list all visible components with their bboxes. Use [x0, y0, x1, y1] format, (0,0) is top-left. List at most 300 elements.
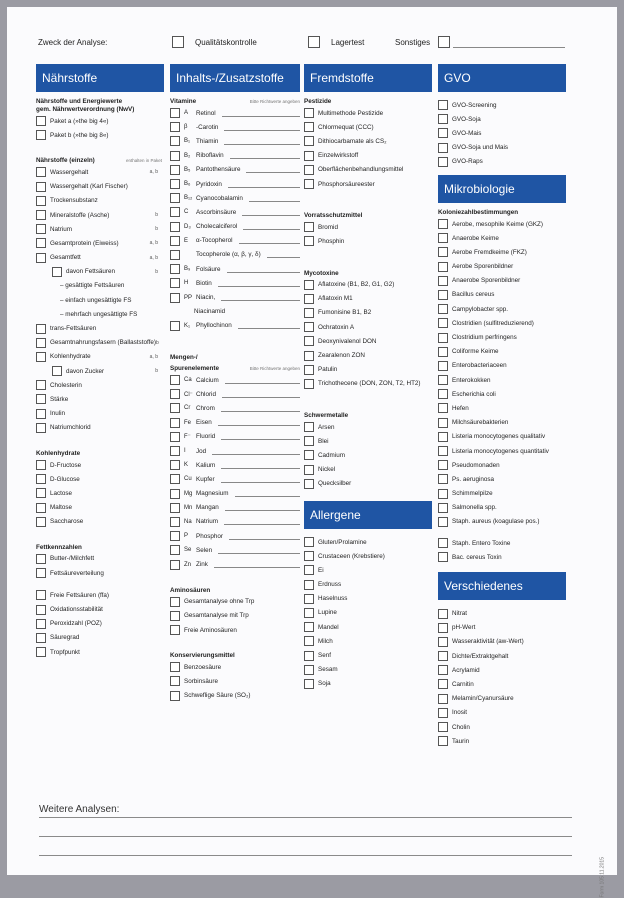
checkbox-item[interactable] [438, 458, 566, 472]
checkbox[interactable] [36, 380, 46, 390]
checkbox[interactable] [36, 605, 46, 615]
checkbox-item[interactable] [36, 194, 164, 208]
checkbox[interactable] [438, 736, 448, 746]
checkbox[interactable] [438, 665, 448, 675]
value-line[interactable] [227, 272, 301, 273]
checkbox-item[interactable] [304, 448, 432, 462]
checkbox-item[interactable] [438, 515, 566, 529]
checkbox[interactable] [438, 403, 448, 413]
checkbox[interactable] [36, 517, 46, 527]
checkbox-item[interactable] [438, 302, 566, 316]
checkbox-item[interactable] [304, 434, 432, 448]
checkbox[interactable] [170, 662, 180, 672]
checkbox-item[interactable] [170, 674, 300, 688]
checkbox[interactable] [36, 182, 46, 192]
checkbox[interactable] [36, 590, 46, 600]
checkbox[interactable] [36, 352, 46, 362]
value-line[interactable] [267, 257, 300, 258]
checkbox[interactable] [438, 623, 448, 633]
checkbox-item[interactable] [438, 260, 566, 274]
checkbox[interactable] [304, 665, 314, 675]
value-line[interactable] [246, 172, 300, 173]
checkbox-item[interactable] [438, 692, 566, 706]
checkbox-item[interactable] [438, 536, 566, 550]
checkbox-item[interactable] [438, 231, 566, 245]
checkbox[interactable] [438, 304, 448, 314]
checkbox[interactable] [304, 465, 314, 475]
checkbox-item[interactable] [170, 430, 300, 444]
checkbox[interactable] [36, 423, 46, 433]
checkbox[interactable] [438, 446, 448, 456]
checkbox-item[interactable] [36, 180, 164, 194]
checkbox-item[interactable] [36, 222, 164, 236]
checkbox-item[interactable] [36, 364, 164, 378]
value-line[interactable] [225, 383, 300, 384]
checkbox-item[interactable] [304, 592, 432, 606]
checkbox[interactable] [36, 460, 46, 470]
checkbox-item[interactable] [170, 458, 300, 472]
checkbox-item[interactable] [36, 588, 164, 602]
checkbox[interactable] [170, 460, 180, 470]
checkbox[interactable] [170, 503, 180, 513]
checkbox[interactable] [36, 554, 46, 564]
checkbox-item[interactable] [304, 334, 432, 348]
checkbox[interactable] [170, 517, 180, 527]
checkbox[interactable] [36, 474, 46, 484]
checkbox[interactable] [52, 267, 62, 277]
checkbox-item[interactable] [304, 578, 432, 592]
checkbox[interactable] [36, 210, 46, 220]
checkbox-item[interactable] [304, 677, 432, 691]
checkbox[interactable] [304, 608, 314, 618]
checkbox-item[interactable] [36, 645, 164, 659]
checkbox[interactable] [170, 264, 180, 274]
checkbox[interactable] [304, 622, 314, 632]
value-line[interactable] [239, 243, 300, 244]
checkbox[interactable] [36, 224, 46, 234]
checkbox-item[interactable] [36, 265, 164, 279]
checkbox-item[interactable] [438, 141, 566, 155]
checkbox[interactable] [170, 179, 180, 189]
checkbox[interactable] [36, 633, 46, 643]
checkbox-item[interactable] [170, 416, 300, 430]
checkbox-item[interactable] [170, 205, 300, 219]
checkbox[interactable] [304, 222, 314, 232]
checkbox[interactable] [170, 375, 180, 385]
checkbox-item[interactable] [36, 321, 164, 335]
checkbox[interactable] [170, 321, 180, 331]
checkbox-item[interactable] [36, 472, 164, 486]
checkbox[interactable] [170, 207, 180, 217]
checkbox-item[interactable] [170, 248, 300, 262]
checkbox[interactable] [304, 236, 314, 246]
checkbox-item[interactable] [170, 501, 300, 515]
value-line[interactable] [221, 482, 300, 483]
checkbox-item[interactable] [304, 634, 432, 648]
checkbox-item[interactable] [170, 515, 300, 529]
checkbox[interactable] [36, 394, 46, 404]
checkbox-item[interactable] [36, 552, 164, 566]
checkbox-item[interactable] [36, 631, 164, 645]
checkbox[interactable] [438, 679, 448, 689]
checkbox-item[interactable] [36, 421, 164, 435]
checkbox[interactable] [170, 560, 180, 570]
checkbox-item[interactable] [438, 316, 566, 330]
value-line[interactable] [222, 116, 300, 117]
checkbox-item[interactable] [438, 472, 566, 486]
checkbox[interactable] [170, 222, 180, 232]
checkbox[interactable] [170, 446, 180, 456]
checkbox-item[interactable] [170, 262, 300, 276]
checkbox[interactable] [36, 568, 46, 578]
checkbox[interactable] [304, 336, 314, 346]
checkbox-item[interactable] [438, 487, 566, 501]
checkbox[interactable] [304, 422, 314, 432]
checkbox[interactable] [170, 250, 180, 260]
checkbox-item[interactable] [304, 106, 432, 120]
checkbox-item[interactable] [170, 609, 300, 623]
checkbox-item[interactable] [170, 276, 300, 290]
value-line[interactable] [218, 425, 300, 426]
checkbox-item[interactable] [304, 420, 432, 434]
checkbox-item[interactable] [36, 486, 164, 500]
checkbox-item[interactable] [304, 620, 432, 634]
checkbox-item[interactable] [438, 274, 566, 288]
checkbox[interactable] [304, 308, 314, 318]
checkbox[interactable] [304, 322, 314, 332]
checkbox[interactable] [438, 489, 448, 499]
checkbox-item[interactable] [438, 126, 566, 140]
checkbox-item[interactable] [170, 106, 300, 120]
checkbox-item[interactable] [438, 606, 566, 620]
checkbox[interactable] [304, 165, 314, 175]
checkbox[interactable] [170, 597, 180, 607]
checkbox-item[interactable] [438, 217, 566, 231]
checkbox[interactable] [170, 531, 180, 541]
qc-option[interactable]: Qualitätskontrolle [172, 34, 257, 50]
checkbox[interactable] [438, 609, 448, 619]
checkbox-item[interactable] [170, 487, 300, 501]
checkbox-item[interactable] [170, 319, 300, 333]
checkbox-item[interactable] [304, 320, 432, 334]
checkbox[interactable] [438, 722, 448, 732]
checkbox-item[interactable] [438, 401, 566, 415]
checkbox[interactable] [170, 545, 180, 555]
checkbox[interactable] [438, 114, 448, 124]
value-line[interactable] [224, 130, 300, 131]
checkbox-item[interactable] [438, 359, 566, 373]
checkbox-item[interactable] [304, 549, 432, 563]
checkbox-item[interactable] [438, 444, 566, 458]
checkbox-item[interactable] [170, 373, 300, 387]
checkbox[interactable] [438, 651, 448, 661]
checkbox-item[interactable] [304, 477, 432, 491]
checkbox[interactable] [438, 389, 448, 399]
checkbox[interactable] [438, 219, 448, 229]
checkbox[interactable] [438, 552, 448, 562]
checkbox[interactable] [304, 651, 314, 661]
checkbox[interactable] [36, 488, 46, 498]
checkbox-item[interactable] [438, 288, 566, 302]
checkbox[interactable] [438, 143, 448, 153]
checkbox[interactable] [304, 679, 314, 689]
checkbox-item[interactable] [438, 416, 566, 430]
checkbox[interactable] [304, 479, 314, 489]
checkbox[interactable] [170, 193, 180, 203]
checkbox[interactable] [36, 196, 46, 206]
checkbox-item[interactable] [438, 98, 566, 112]
checkbox[interactable] [36, 253, 46, 263]
checkbox-item[interactable] [36, 128, 164, 142]
checkbox[interactable] [438, 361, 448, 371]
checkbox-item[interactable] [438, 550, 566, 564]
checkbox[interactable] [304, 379, 314, 389]
checkbox-item[interactable] [36, 236, 164, 250]
checkbox-item[interactable] [170, 444, 300, 458]
checkbox-item[interactable] [36, 392, 164, 406]
value-line[interactable] [238, 328, 300, 329]
checkbox[interactable] [438, 460, 448, 470]
checkbox[interactable] [304, 179, 314, 189]
checkbox[interactable] [304, 551, 314, 561]
checkbox-item[interactable] [170, 595, 300, 609]
checkbox-item[interactable] [304, 149, 432, 163]
checkbox-item[interactable] [170, 149, 300, 163]
value-line[interactable] [235, 496, 300, 497]
checkbox-item[interactable] [36, 458, 164, 472]
checkbox[interactable] [438, 418, 448, 428]
storage-option[interactable]: Lagertest [308, 34, 364, 50]
checkbox-item[interactable] [304, 663, 432, 677]
checkbox[interactable] [36, 503, 46, 513]
checkbox[interactable] [304, 280, 314, 290]
checkbox[interactable] [170, 278, 180, 288]
value-line[interactable] [212, 454, 300, 455]
checkbox-item[interactable] [304, 377, 432, 391]
checkbox[interactable] [438, 503, 448, 513]
checkbox-item[interactable] [438, 649, 566, 663]
checkbox[interactable] [438, 262, 448, 272]
checkbox-item[interactable] [170, 220, 300, 234]
checkbox[interactable] [36, 238, 46, 248]
checkbox-item[interactable] [438, 373, 566, 387]
checkbox-item[interactable] [304, 348, 432, 362]
checkbox[interactable] [438, 347, 448, 357]
checkbox-item[interactable] [304, 120, 432, 134]
checkbox[interactable] [170, 611, 180, 621]
value-line[interactable] [225, 510, 300, 511]
value-line[interactable] [221, 439, 300, 440]
checkbox-item[interactable] [170, 529, 300, 543]
checkbox[interactable] [170, 474, 180, 484]
checkbox-item[interactable] [36, 251, 164, 265]
checkbox-item[interactable] [36, 407, 164, 421]
checkbox-item[interactable] [304, 563, 432, 577]
checkbox[interactable] [438, 708, 448, 718]
checkbox-item[interactable] [304, 278, 432, 292]
checkbox[interactable] [304, 436, 314, 446]
checkbox-item[interactable] [304, 306, 432, 320]
value-line[interactable] [243, 229, 300, 230]
checkbox[interactable] [170, 403, 180, 413]
checkbox[interactable] [170, 489, 180, 499]
checkbox[interactable] [36, 130, 46, 140]
checkbox-item[interactable] [170, 290, 300, 304]
checkbox-item[interactable] [170, 134, 300, 148]
checkbox[interactable] [304, 136, 314, 146]
checkbox[interactable] [438, 375, 448, 385]
checkbox-item[interactable] [438, 430, 566, 444]
checkbox[interactable] [304, 594, 314, 604]
checkbox-item[interactable] [438, 621, 566, 635]
checkbox-item[interactable] [304, 234, 432, 248]
checkbox[interactable] [438, 100, 448, 110]
checkbox-item[interactable] [438, 635, 566, 649]
checkbox-item[interactable] [170, 543, 300, 557]
checkbox-item[interactable] [170, 177, 300, 191]
checkbox[interactable] [170, 136, 180, 146]
checkbox[interactable] [170, 418, 180, 428]
checkbox-item[interactable] [170, 163, 300, 177]
checkbox-item[interactable] [170, 234, 300, 248]
checkbox[interactable] [304, 565, 314, 575]
checkbox[interactable] [438, 290, 448, 300]
checkbox[interactable] [438, 247, 448, 257]
checkbox[interactable] [304, 351, 314, 361]
checkbox-item[interactable] [36, 208, 164, 222]
checkbox[interactable] [52, 366, 62, 376]
checkbox-item[interactable] [170, 623, 300, 637]
checkbox[interactable] [304, 636, 314, 646]
value-line[interactable] [224, 144, 300, 145]
checkbox[interactable] [438, 333, 448, 343]
checkbox[interactable] [304, 294, 314, 304]
checkbox[interactable] [438, 694, 448, 704]
checkbox-item[interactable] [438, 112, 566, 126]
checkbox-item[interactable] [170, 472, 300, 486]
checkbox-item[interactable] [304, 463, 432, 477]
value-line[interactable] [222, 397, 300, 398]
checkbox[interactable] [170, 151, 180, 161]
other-input-line[interactable] [453, 36, 565, 48]
checkbox[interactable] [170, 389, 180, 399]
checkbox[interactable] [170, 676, 180, 686]
qc-checkbox[interactable] [172, 36, 184, 48]
value-line[interactable] [224, 524, 300, 525]
checkbox[interactable] [170, 108, 180, 118]
value-line[interactable] [214, 567, 300, 568]
storage-checkbox[interactable] [308, 36, 320, 48]
checkbox-item[interactable] [36, 378, 164, 392]
value-line[interactable] [221, 300, 300, 301]
checkbox[interactable] [170, 293, 180, 303]
checkbox-item[interactable] [170, 191, 300, 205]
checkbox-item[interactable] [304, 363, 432, 377]
checkbox[interactable] [438, 157, 448, 167]
further-analyses-line[interactable] [39, 817, 572, 818]
checkbox-item[interactable] [438, 387, 566, 401]
checkbox[interactable] [36, 167, 46, 177]
checkbox[interactable] [36, 116, 46, 126]
checkbox-item[interactable] [36, 566, 164, 580]
value-line[interactable] [221, 411, 300, 412]
checkbox[interactable] [438, 233, 448, 243]
checkbox-item[interactable] [170, 557, 300, 571]
checkbox-item[interactable] [36, 515, 164, 529]
value-line[interactable] [228, 187, 300, 188]
checkbox[interactable] [304, 580, 314, 590]
checkbox-item[interactable] [438, 501, 566, 515]
checkbox-item[interactable] [438, 345, 566, 359]
checkbox-item[interactable] [170, 660, 300, 674]
checkbox[interactable] [36, 647, 46, 657]
checkbox[interactable] [36, 619, 46, 629]
checkbox-item[interactable] [36, 501, 164, 515]
checkbox-item[interactable] [304, 535, 432, 549]
value-line[interactable] [218, 553, 300, 554]
checkbox-item[interactable] [304, 648, 432, 662]
checkbox[interactable] [438, 474, 448, 484]
checkbox-item[interactable] [36, 336, 164, 350]
checkbox-item[interactable] [36, 617, 164, 631]
checkbox[interactable] [304, 108, 314, 118]
checkbox[interactable] [36, 338, 46, 348]
checkbox-item[interactable] [36, 165, 164, 179]
checkbox[interactable] [438, 128, 448, 138]
value-line[interactable] [249, 201, 300, 202]
other-checkbox[interactable] [438, 36, 450, 48]
checkbox[interactable] [438, 318, 448, 328]
checkbox[interactable] [438, 538, 448, 548]
checkbox[interactable] [304, 122, 314, 132]
checkbox-item[interactable] [438, 706, 566, 720]
checkbox[interactable] [36, 409, 46, 419]
checkbox-item[interactable] [438, 720, 566, 734]
value-line[interactable] [221, 468, 300, 469]
checkbox-item[interactable] [304, 177, 432, 191]
value-line[interactable] [230, 158, 300, 159]
checkbox[interactable] [170, 122, 180, 132]
value-line[interactable] [229, 539, 300, 540]
checkbox[interactable] [36, 324, 46, 334]
checkbox-item[interactable] [304, 606, 432, 620]
checkbox[interactable] [170, 691, 180, 701]
checkbox-item[interactable] [170, 689, 300, 703]
further-analyses-line[interactable] [39, 855, 572, 856]
checkbox[interactable] [170, 432, 180, 442]
checkbox[interactable] [438, 432, 448, 442]
checkbox-item[interactable] [438, 734, 566, 748]
checkbox-item[interactable] [170, 120, 300, 134]
checkbox-item[interactable] [304, 163, 432, 177]
checkbox[interactable] [438, 517, 448, 527]
other-option[interactable]: Sonstiges [395, 34, 565, 50]
checkbox[interactable] [170, 165, 180, 175]
checkbox[interactable] [304, 151, 314, 161]
further-analyses-line[interactable] [39, 836, 572, 837]
checkbox[interactable] [438, 276, 448, 286]
checkbox[interactable] [304, 450, 314, 460]
checkbox-item[interactable] [36, 350, 164, 364]
checkbox-item[interactable] [36, 114, 164, 128]
checkbox-item[interactable] [438, 663, 566, 677]
checkbox-item[interactable] [304, 292, 432, 306]
checkbox-item[interactable] [170, 387, 300, 401]
checkbox-item[interactable] [438, 245, 566, 259]
checkbox-item[interactable] [304, 220, 432, 234]
checkbox-item[interactable] [438, 677, 566, 691]
checkbox-item[interactable] [304, 134, 432, 148]
